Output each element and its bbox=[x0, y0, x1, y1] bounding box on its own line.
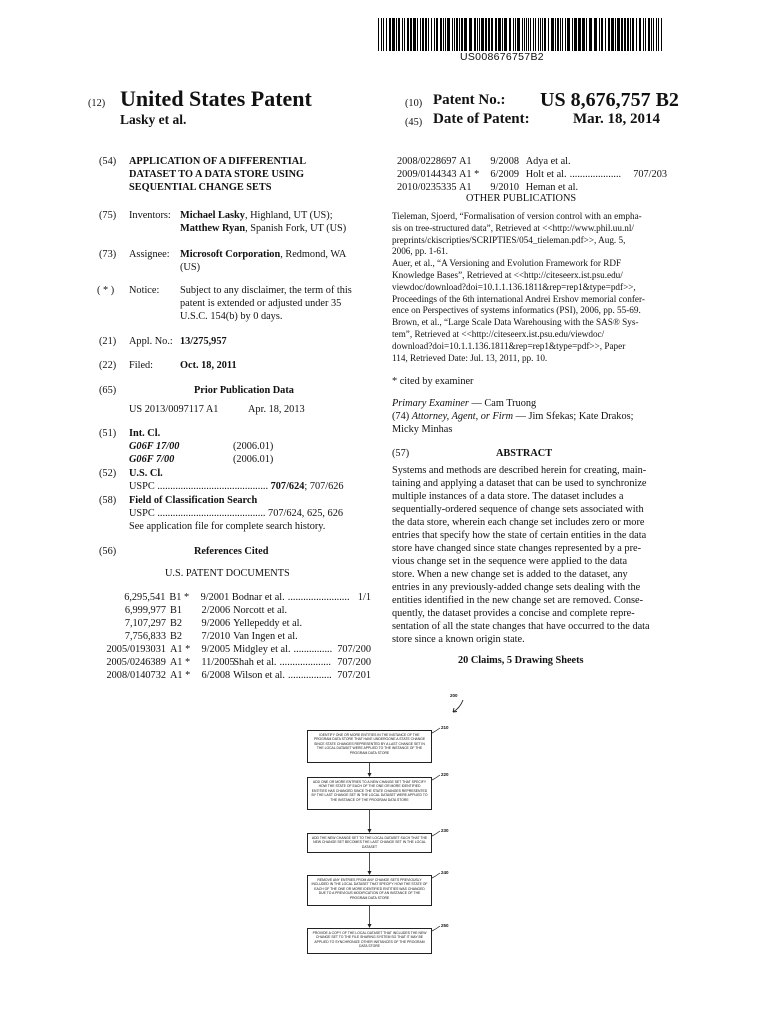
abstract-text: Systems and methods are described herein for creating, main- taining and applying a dataset that can be used to synchronize multiple instances of a data store. The dataset includes a sequentially-ordered sequence of change sets associated with the data store, wherein each change set includes zero or more entries that specify how the state of certain entities in the data store have changed since state changes represented by a pre- vious change set in the sequence were applied to the data store. When a new change set is added to the dataset, any entries in any previously-added change sets dealing with the entities identified in the new change set are removed. Conse- quently, the dataset provides a concise and complete repre- sentation of all the state changes that have occurred to the data store since a known origin state. bbox=[392, 465, 650, 645]
flowchart-leader-line bbox=[432, 831, 440, 836]
intcl-code: (51) bbox=[99, 428, 117, 439]
primary-examiner: Primary Examiner — Cam Truong bbox=[392, 398, 537, 409]
ref-kind: B1 * bbox=[169, 592, 190, 603]
ref-date: 9/2006 bbox=[201, 618, 231, 629]
patent-no-label: Patent No.: bbox=[433, 92, 506, 108]
flowchart-step-number: 250 bbox=[441, 923, 449, 928]
ref-date: 11/2005 bbox=[201, 657, 235, 668]
ref-num: 2008/0228697 bbox=[397, 156, 457, 167]
code-10: (10) bbox=[405, 98, 423, 109]
prior-pub-title: Prior Publication Data bbox=[194, 385, 294, 396]
ref-cls: 1/1 bbox=[357, 592, 371, 603]
ref-name: Holt et al. .................... bbox=[525, 169, 622, 180]
field-see: See application file for complete search history. bbox=[129, 521, 326, 532]
document-type: United States Patent bbox=[120, 86, 312, 111]
publication: Auer, et al., “A Versioning and Evolution Framework for RDF Knowledge Bases”, Retrieved at <<http://citeseerx.ist.psu.edu/ viewdoc/download?doi=10.1.1.136.1811&rep=rep1&type=pdf>>, Proceedings of the 6th international Andrei Ershov memorial confer- ence on Perspectives of systems informatics (PSI), 2006, pp. 55-69. bbox=[392, 258, 645, 316]
intcl-version-2: (2006.01) bbox=[233, 454, 274, 465]
ref-num: 6,295,541 bbox=[124, 592, 166, 603]
abstract-code: (57) bbox=[392, 448, 410, 459]
ref-kind: A1 * bbox=[170, 670, 191, 681]
other-pubs-title: OTHER PUBLICATIONS bbox=[466, 193, 577, 204]
patent-date: Mar. 18, 2014 bbox=[573, 111, 660, 127]
field-uspc-line: USPC .......................................... 707/624, 625, 626 bbox=[129, 508, 343, 519]
prior-code: (65) bbox=[99, 385, 117, 396]
flowchart-step: ADD ONE OR MORE ENTRIES TO A NEW CHANGE SET THAT SPECIFY HOW THE STATE OF EACH OF THE ONE OR MORE IDENTIFIED ENTITIES HAS CHANGED SINCE THE STATE CHANGES REPRESENTED BY THE LAST CHANGE SET IN THE LOCAL DATASET WERE APPLIED TO THE INSTANCE OF THE PROGRAM DATA STORE bbox=[307, 777, 432, 810]
title-code: (54) bbox=[99, 156, 117, 167]
ref-name: Shah et al. .................... bbox=[233, 657, 331, 668]
ref-name: Adya et al. bbox=[525, 156, 571, 167]
filed-date: Oct. 18, 2011 bbox=[180, 360, 237, 371]
ref-date: 2/2006 bbox=[201, 605, 231, 616]
inventors: Michael Lasky, Highland, UT (US); Matthew Ryan, Spanish Fork, UT (US) bbox=[180, 210, 347, 234]
ref-name: Heman et al. bbox=[525, 182, 579, 193]
attorney-cont: Micky Minhas bbox=[392, 424, 453, 435]
assignee: Microsoft Corporation, Redmond, WA (US) bbox=[180, 249, 347, 273]
figure-ref: 200 bbox=[450, 693, 458, 698]
ref-kind: B2 bbox=[170, 631, 183, 642]
ref-name: Bodnar et al. ........................ bbox=[231, 592, 350, 603]
assignee-label: Assignee: bbox=[129, 249, 170, 260]
ref-kind: B2 bbox=[170, 618, 183, 629]
flowchart-leader-line bbox=[432, 728, 440, 733]
field-label: Field of Classification Search bbox=[129, 495, 258, 506]
code-12: (12) bbox=[88, 98, 106, 109]
flowchart-step-number: 230 bbox=[441, 828, 449, 833]
flowchart-leader-line bbox=[432, 775, 440, 780]
ref-kind: A1 bbox=[459, 156, 472, 167]
ref-num: 2005/0246389 bbox=[106, 657, 166, 668]
uspc-line: USPC ........................................... 707/624; 707/626 bbox=[129, 481, 344, 492]
ref-num: 2009/0144343 bbox=[397, 169, 457, 180]
notice-label: Notice: bbox=[129, 285, 160, 296]
ref-num: 6,999,977 bbox=[124, 605, 166, 616]
date-label: Date of Patent: bbox=[433, 111, 530, 127]
ref-name: Yellepeddy et al. bbox=[233, 618, 303, 629]
uscl-code: (52) bbox=[99, 468, 117, 479]
ref-num: 7,756,833 bbox=[124, 631, 166, 642]
notice-code: ( * ) bbox=[97, 285, 115, 296]
field-code: (58) bbox=[99, 495, 117, 506]
flowchart-step-number: 240 bbox=[441, 870, 449, 875]
appl-label: Appl. No.: bbox=[129, 336, 173, 347]
ref-num: 2005/0193031 bbox=[106, 644, 166, 655]
assignee-code: (73) bbox=[99, 249, 117, 260]
ref-num: 2010/0235335 bbox=[397, 182, 457, 193]
ref-name: Norcott et al. bbox=[233, 605, 288, 616]
inventors-code: (75) bbox=[99, 210, 117, 221]
inventors-label: Inventors: bbox=[129, 210, 171, 221]
flowchart-step: PROVIDE A COPY OF THE LOCAL DATASET THAT INCLUDES THE NEW CHANGE SET TO THE FILE SHARING SYSTEM SO THAT IT MAY BE APPLIED TO SYNCHRONIZE OTHER INSTANCES OF THE PROGRAM DATA STORE bbox=[307, 928, 432, 954]
applicant: Lasky et al. bbox=[120, 112, 187, 127]
ref-date: 6/2009 bbox=[490, 169, 519, 180]
prior-pub-date: Apr. 18, 2013 bbox=[248, 404, 305, 415]
refs-code: (56) bbox=[99, 546, 117, 557]
ref-cls: 707/200 bbox=[337, 657, 371, 668]
cited-by-examiner: * cited by examiner bbox=[392, 376, 474, 387]
usdocs-title: U.S. PATENT DOCUMENTS bbox=[165, 568, 290, 579]
barcode-number: US008676757B2 bbox=[460, 51, 544, 63]
flowchart-step: IDENTIFY ONE OR MORE ENTITIES IN THE INSTANCE OF THE PROGRAM DATA STORE THAT HAVE UNDERGONE A STATE CHANGE SINCE STATE CHANGES REPRESENTED BY A LAST CHANGE SET IN THE LOCAL DATASET WERE APPLIED TO THE INSTANCE OF THE PROGRAM DATA STORE bbox=[307, 730, 432, 763]
ref-kind: A1 * bbox=[170, 644, 191, 655]
appl-number: 13/275,957 bbox=[180, 336, 227, 347]
notice-text: Subject to any disclaimer, the term of this patent is extended or adjusted under 35 U.S.C. 154(b) by 0 days. bbox=[180, 285, 352, 322]
claims-line: 20 Claims, 5 Drawing Sheets bbox=[458, 655, 584, 666]
flowchart-leader-line bbox=[432, 926, 440, 931]
prior-pub-number: US 2013/0097117 A1 bbox=[129, 404, 219, 415]
ref-date: 7/2010 bbox=[201, 631, 231, 642]
ref-cls: 707/201 bbox=[337, 670, 371, 681]
ref-kind: A1 * bbox=[169, 657, 191, 668]
ref-date: 9/2005 bbox=[201, 644, 231, 655]
ref-name: Wilson et al. ................. bbox=[233, 670, 332, 681]
ref-num: 2008/0140732 bbox=[106, 670, 166, 681]
ref-kind: A1 bbox=[459, 182, 472, 193]
filed-code: (22) bbox=[99, 360, 117, 371]
intcl-class-2: G06F 7/00 bbox=[129, 454, 175, 465]
ref-date: 9/2010 bbox=[490, 182, 519, 193]
ref-date: 9/2008 bbox=[490, 156, 519, 167]
ref-name: Midgley et al. ............... bbox=[233, 644, 333, 655]
flowchart-step-number: 210 bbox=[441, 725, 449, 730]
flowchart-step: REMOVE ANY ENTRIES FROM ANY CHANGE SETS PREVIOUSLY INCLUDED IN THE LOCAL DATASET THAT SPECIFY HOW THE STATE OF EACH OF THE ONE OR MORE IDENTIFIED ENTITIES WAS CHANGED DUE TO A PREVIOUS MODIFICATION OF AN INSTANCE OF THE PROGRAM DATA STORE bbox=[307, 875, 432, 906]
ref-cls: 707/200 bbox=[337, 644, 371, 655]
flowchart-step-number: 220 bbox=[441, 772, 449, 777]
ref-kind: A1 * bbox=[459, 169, 480, 180]
uscl-label: U.S. Cl. bbox=[129, 468, 163, 479]
intcl-label: Int. Cl. bbox=[129, 428, 161, 439]
ref-date: 6/2008 bbox=[201, 670, 231, 681]
abstract-title: ABSTRACT bbox=[496, 448, 553, 459]
ref-date: 9/2001 bbox=[200, 592, 230, 603]
refs-title: References Cited bbox=[194, 546, 269, 557]
code-45: (45) bbox=[405, 117, 423, 128]
intcl-class-1: G06F 17/00 bbox=[129, 441, 180, 452]
filed-label: Filed: bbox=[129, 360, 154, 371]
flowchart-leader-line bbox=[432, 873, 440, 878]
attorney: (74) Attorney, Agent, or Firm — Jim Sfekas; Kate Drakos; bbox=[392, 411, 634, 422]
intcl-version-1: (2006.01) bbox=[233, 441, 274, 452]
ref-name: Van Ingen et al. bbox=[233, 631, 298, 642]
publication: Brown, et al., “Large Scale Data Warehousing with the SAS® Sys- tem”, Retrieved at <<http://citeseerx.ist.psu.edu/viewdoc/ download?doi=10.1.1.136.1811&rep=rep1&type=pdf>>, Paper 114, Retrieved Date: Jul. 13, 2011, pp. 10. bbox=[392, 317, 639, 363]
patent-number: US 8,676,757 B2 bbox=[540, 89, 679, 111]
ref-num: 7,107,297 bbox=[124, 618, 166, 629]
publication: Tieleman, Sjoerd, “Formalisation of version control with an empha- sis on tree-structured data”, Retrieved at <<http://www.phil.uu.nl/ preprints/ckiscripties/SCRIPTIES/054_tieleman.pdf>>, Aug. 5, 2006, pp. 1-61. bbox=[392, 211, 642, 257]
appl-code: (21) bbox=[99, 336, 117, 347]
patent-title: APPLICATION OF A DIFFERENTIAL DATASET TO A DATA STORE USING SEQUENTIAL CHANGE SETS bbox=[129, 156, 307, 193]
flowchart-step: ADD THE NEW CHANGE SET TO THE LOCAL DATASET SUCH THAT THE NEW CHANGE SET BECOMES THE LAST CHANGE SET IN THE LOCAL DATASET bbox=[307, 833, 432, 853]
ref-cls: 707/203 bbox=[633, 169, 667, 180]
ref-kind: B1 bbox=[170, 605, 183, 616]
